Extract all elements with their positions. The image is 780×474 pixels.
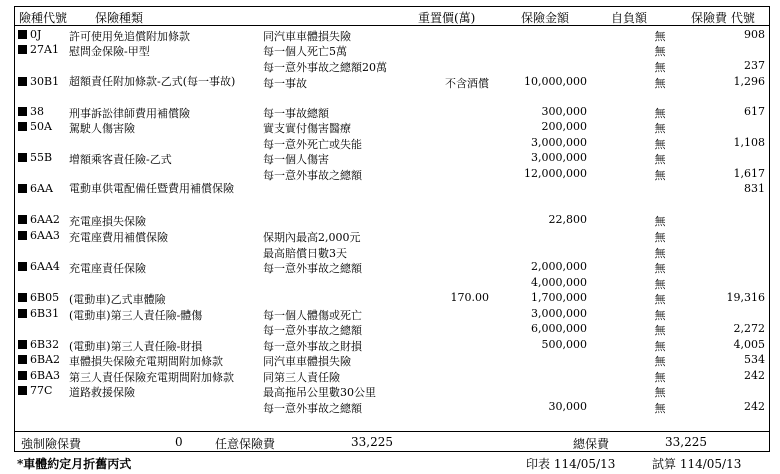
row-marker-square [18,262,27,271]
row-deductible: 無 [654,215,666,228]
row-coverage: 每一意外死亡或失能 [263,138,362,151]
row-code: 6AA4 [30,260,60,273]
row-insured-amount: 500,000 [541,338,587,351]
row-deductible: 無 [654,386,666,399]
row-insured-amount: 10,000,000 [524,75,587,88]
row-coverage: 每一事故總額 [263,107,329,120]
row-marker-square [18,386,27,395]
row-coverage: 每一意外事故之總額20萬 [263,61,387,74]
row-premium: 617 [744,105,765,118]
row-marker-square [18,355,27,364]
row-coverage: 每一個人死亡5萬 [263,45,347,58]
table-row [15,104,769,119]
row-coverage: 同汽車車體損失險 [263,355,351,368]
row-marker-square [18,153,27,162]
optional-label: 任意保險費 [215,437,276,451]
row-insured-amount: 22,800 [548,213,587,226]
table-row [15,228,769,243]
row-insurance-name: 第三人責任保險充電期間附加條款 [69,371,234,384]
row-coverage: 每一個人體傷或死亡 [263,309,362,322]
row-insured-amount: 200,000 [541,120,587,133]
table-row [15,368,769,383]
row-code: 6AA3 [30,229,60,242]
row-code: 55B [30,151,53,164]
row-coverage: 實支實付傷害醫療 [263,122,351,135]
table-row [15,244,769,259]
row-premium: 908 [744,28,765,41]
row-deductible: 無 [654,153,666,166]
row-marker-square [18,107,27,116]
row-insured-amount: 3,000,000 [531,151,587,164]
table-row [15,259,769,274]
row-deductible: 無 [654,278,666,291]
table-row [15,42,769,57]
table-row [15,352,769,367]
row-coverage: 保期內最高2,000元 [263,231,361,244]
row-deductible: 無 [654,262,666,275]
table-row [15,58,769,73]
row-insurance-name: 慰問金保險-甲型 [69,45,150,58]
table-row [15,399,769,414]
row-marker-square [18,231,27,240]
row-code: 27A1 [30,43,59,56]
table-row [15,383,769,398]
row-deductible: 無 [654,122,666,135]
row-marker-square [18,309,27,318]
row-code: 6BA3 [30,369,61,382]
row-code: 77C [30,384,53,397]
row-coverage: 每一意外事故之財損 [263,340,362,353]
row-deductible: 無 [654,355,666,368]
row-deductible: 無 [654,107,666,120]
row-coverage: 每一個人傷害 [263,153,329,166]
row-code: 30B1 [30,75,60,88]
row-insurance-name: 道路救援保險 [69,386,135,399]
total-value: 33,225 [665,435,707,449]
row-insurance-name: (電動車)乙式車體險 [69,293,166,306]
row-premium: 4,005 [733,338,765,351]
row-deductible: 無 [654,77,666,90]
row-code: 6BA2 [30,353,61,366]
row-insurance-name: 超額責任附加條款-乙式(每一事故) [69,75,236,88]
row-deductible: 無 [654,402,666,415]
row-code: 6AA [30,182,53,195]
table-row [15,119,769,134]
optional-value: 33,225 [351,435,393,449]
row-insured-amount: 300,000 [541,105,587,118]
row-deductible: 無 [654,340,666,353]
row-deductible: 無 [654,169,666,182]
row-insurance-name: 駕駛人傷害險 [69,122,135,135]
table-row [15,135,769,150]
row-deductible: 無 [654,138,666,151]
row-marker-square [18,122,27,131]
row-deductible: 無 [654,30,666,43]
row-code: 6B05 [30,291,60,304]
row-marker-square [18,45,27,54]
row-premium: 2,272 [733,322,765,335]
row-marker-square [18,30,27,39]
row-deductible: 無 [654,293,666,306]
table-row [15,166,769,181]
row-insured-amount: 12,000,000 [524,167,587,180]
row-insurance-name: (電動車)第三人責任險-體傷 [69,309,203,322]
row-coverage: 每一意外事故之總額 [263,402,362,415]
header-type: 保險種類 [95,11,144,25]
print-date: 印表 114/05/13 [526,457,616,471]
row-insured-amount: 30,000 [548,400,587,413]
row-insurance-name: 充電座損失保險 [69,215,146,228]
row-replacement-value: 170.00 [450,291,489,304]
header-sum: 重置價(萬) [418,11,476,25]
table-row [15,290,769,305]
row-marker-square [18,340,27,349]
row-premium: 831 [744,182,765,195]
table-row [15,150,769,165]
compulsory-label: 強制險保費 [21,437,82,451]
table-row [15,74,769,89]
row-code: 6AA2 [30,213,60,226]
row-coverage: 每一事故 [263,77,307,90]
row-insurance-name: 刑事訴訟律師費用補償險 [69,107,190,120]
row-marker-square [18,77,27,86]
row-coverage: 每一意外事故之總額 [263,324,362,337]
row-deductible: 無 [654,371,666,384]
table-row [15,181,769,196]
row-code: 6B32 [30,338,60,351]
row-coverage: 每一意外事故之總額 [263,169,362,182]
row-replacement-value: 不含酒償 [445,77,489,90]
table-header [15,7,769,26]
row-insurance-name: 車體損失保險充電期間附加條款 [69,355,223,368]
calc-date: 試算 114/05/13 [652,457,742,471]
header-amount: 保險金額 [521,11,570,25]
row-premium: 19,316 [726,291,765,304]
table-row [15,321,769,336]
insurance-quote-table [14,6,770,452]
row-code: 50A [30,120,52,133]
table-row [15,337,769,352]
row-coverage: 最高拖吊公里數30公里 [263,386,376,399]
table-row [15,306,769,321]
row-code: 0J [30,28,42,41]
header-premium: 保險費 代號 [691,11,755,25]
row-insurance-name: 許可使用免追償附加條款 [69,30,190,43]
row-premium: 534 [744,353,765,366]
row-coverage: 最高賠償日數3天 [263,247,347,260]
row-deductible: 無 [654,61,666,74]
row-code: 6B31 [30,307,60,320]
row-insurance-name: 電動車供電配備任暨費用補償保險 [69,182,234,195]
row-premium: 1,296 [733,75,765,88]
total-label: 總保費 [573,437,610,451]
table-row [15,27,769,42]
row-insured-amount: 1,700,000 [531,291,587,304]
table-row [15,275,769,290]
row-insurance-name: 充電座費用補償保險 [69,231,168,244]
row-marker-square [18,293,27,302]
row-insurance-name: (電動車)第三人責任險-財損 [69,340,203,353]
row-insured-amount: 3,000,000 [531,307,587,320]
row-deductible: 無 [654,324,666,337]
row-deductible: 無 [654,45,666,58]
table-footer [15,431,769,452]
row-coverage: 每一意外事故之總額 [263,262,362,275]
row-deductible: 無 [654,309,666,322]
row-deductible: 無 [654,247,666,260]
row-insured-amount: 3,000,000 [531,136,587,149]
row-coverage: 同汽車車體損失險 [263,30,351,43]
row-premium: 242 [744,369,765,382]
row-premium: 1,617 [733,167,765,180]
row-insurance-name: 充電座責任保險 [69,262,146,275]
row-insured-amount: 2,000,000 [531,260,587,273]
row-insured-amount: 6,000,000 [531,322,587,335]
header-code: 險種代號 [19,11,68,25]
row-premium: 242 [744,400,765,413]
row-coverage: 同第三人責任險 [263,371,340,384]
row-marker-square [18,371,27,380]
depreciation-note: *車體約定月折舊丙式 [17,457,132,471]
row-premium: 1,108 [733,136,765,149]
row-insurance-name: 增額乘客責任險-乙式 [69,153,172,166]
header-deductible: 自負額 [611,11,648,25]
row-premium: 237 [744,59,765,72]
row-marker-square [18,215,27,224]
row-deductible: 無 [654,231,666,244]
compulsory-value: 0 [175,435,183,449]
row-insured-amount: 4,000,000 [531,276,587,289]
table-row [15,212,769,227]
row-marker-square [18,184,27,193]
row-code: 38 [30,105,44,118]
